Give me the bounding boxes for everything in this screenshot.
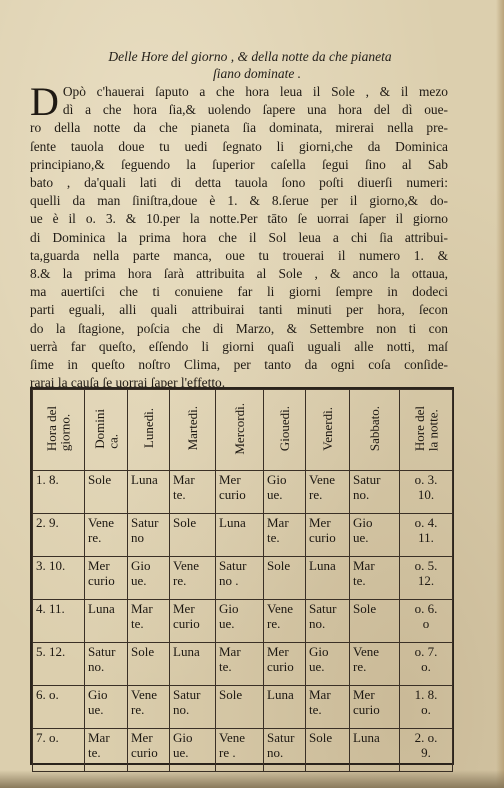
table-cell: Sole xyxy=(306,729,350,772)
table-cell: o. 6. o xyxy=(400,600,453,643)
table-cell: Sole xyxy=(128,643,170,686)
table-cell: Gio ue. xyxy=(264,471,306,514)
heading-line-2: ſiano dominate . xyxy=(212,66,302,81)
text-line: uerrà far queſto, eſſendo li giorni quaſi uguali alle notti, maſ xyxy=(30,338,448,354)
table-cell: Sole xyxy=(264,557,306,600)
table-cell: Luna xyxy=(264,686,306,729)
table-cell: 1. 8. o. xyxy=(400,686,453,729)
text-line: dì a che hora ſia,& uolendo ſapere una hora del dì oue- xyxy=(62,102,448,118)
drop-cap: D xyxy=(30,79,59,124)
table-cell: Gio ue. xyxy=(85,686,128,729)
table-cell: Gio ue. xyxy=(216,600,264,643)
header-cell: Hore del la notte. xyxy=(400,390,453,471)
text-line: ta,guarda nella parte manca, oue tu trouerai il numero 1. & xyxy=(30,247,448,263)
table-cell: Satur no xyxy=(128,514,170,557)
heading-line-1: Delle Hore del giorno , & della notte da che pianeta xyxy=(108,49,392,64)
header-cell: Domini ca. xyxy=(85,390,128,471)
table-cell: Mer curio xyxy=(264,643,306,686)
table-cell: Mer curio xyxy=(85,557,128,600)
text-line: ro della notte da che pianeta ſia dominata, mirerai nella pre- xyxy=(30,120,448,136)
table-cell: Sole xyxy=(170,514,216,557)
table-cell: Gio ue. xyxy=(350,514,400,557)
text-line: ue è il o. 3. & 10.per la notte.Per tāto ſe uorrai ſaper il giorno xyxy=(30,211,448,227)
text-line: do la ſtagione, poſcia che di Marzo, & Settembre non ti con xyxy=(30,320,448,336)
section-heading xyxy=(40,48,460,82)
table-cell: Gio ue. xyxy=(306,643,350,686)
table-cell: Satur no. xyxy=(85,643,128,686)
table-row xyxy=(33,557,453,600)
table-row xyxy=(33,643,453,686)
table-row xyxy=(33,514,453,557)
table-cell: Mar te. xyxy=(350,557,400,600)
table-row xyxy=(33,600,453,643)
table-cell: Luna xyxy=(216,514,264,557)
text-line: Opò c'hauerai ſaputo a che hora leua il Sole , & il mezo xyxy=(62,84,448,99)
table-cell: 4. 11. xyxy=(33,600,85,643)
table-cell: Satur no. xyxy=(350,471,400,514)
table-cell: Satur no. xyxy=(170,686,216,729)
table-cell: Vene re. xyxy=(85,514,128,557)
table-cell: Mar te. xyxy=(264,514,306,557)
table-cell: o. 5. 12. xyxy=(400,557,453,600)
header-cell: Martedì. xyxy=(170,390,216,471)
table-cell: Mar te. xyxy=(170,471,216,514)
page-bottom-shadow xyxy=(0,770,504,788)
table-cell: o. 4. 11. xyxy=(400,514,453,557)
table-cell: Mar te. xyxy=(85,729,128,772)
text-line: ſime in queſto noſtro Clima, per tanto da ogni coſa conſide- xyxy=(30,357,448,373)
text-line: ſente tauola doue tu uedi ſegnato li giorni,che da Dominica xyxy=(30,138,448,154)
header-cell: Hora del giorno. xyxy=(33,390,85,471)
header-cell: Giouedì. xyxy=(264,390,306,471)
table-cell: Mer curio xyxy=(128,729,170,772)
table-row xyxy=(33,471,453,514)
table-cell: Sole xyxy=(350,600,400,643)
table-cell: Mar te. xyxy=(306,686,350,729)
header-cell: Mercordì. xyxy=(216,390,264,471)
table-cell: o. 3. 10. xyxy=(400,471,453,514)
body-paragraph xyxy=(30,79,448,392)
text-line: principiano,& ſeguendo la ſuperior caſella ſegui ſino al Sab xyxy=(30,156,448,172)
table-row xyxy=(33,686,453,729)
table-cell: Mar te. xyxy=(128,600,170,643)
table-cell: 3. 10. xyxy=(33,557,85,600)
table-cell: Vene re. xyxy=(128,686,170,729)
header-cell: Sabbato. xyxy=(350,390,400,471)
table-cell: Sole xyxy=(216,686,264,729)
table-cell: 1. 8. xyxy=(33,471,85,514)
page-edge-shadow xyxy=(496,0,504,788)
table-cell: Vene re. xyxy=(170,557,216,600)
text-line: di Dominica la prima hora che il Sol leua a chi ſia attribui- xyxy=(30,229,448,245)
table-cell: Vene re . xyxy=(216,729,264,772)
header-cell: Lunedì. xyxy=(128,390,170,471)
table-cell: Mer curio xyxy=(216,471,264,514)
table-cell: Satur no. xyxy=(264,729,306,772)
table-cell: Satur no . xyxy=(216,557,264,600)
table-cell: Vene re. xyxy=(264,600,306,643)
hours-table xyxy=(32,389,453,772)
table-cell: Satur no. xyxy=(306,600,350,643)
table-cell: Vene re. xyxy=(350,643,400,686)
table-row xyxy=(33,729,453,772)
text-line: rarai la cauſa ſe uorrai ſaper l'effetto. xyxy=(30,375,226,391)
table-cell: Gio ue. xyxy=(128,557,170,600)
table-cell: Vene re. xyxy=(306,471,350,514)
table-cell: Mar te. xyxy=(216,643,264,686)
table-cell: Sole xyxy=(85,471,128,514)
table-cell: Luna xyxy=(306,557,350,600)
text-line: quelli da man ſiniſtra,doue è 1. & 8.ſerue per il giorno,& do- xyxy=(30,193,448,209)
table-cell: Luna xyxy=(128,471,170,514)
table-header-row xyxy=(33,390,453,471)
table-cell: Gio ue. xyxy=(170,729,216,772)
table-cell: 5. 12. xyxy=(33,643,85,686)
table-cell: o. 7. o. xyxy=(400,643,453,686)
table-cell: 7. o. xyxy=(33,729,85,772)
text-line: ma auertiſci che ti conuiene far li giorni ſempre in dodeci xyxy=(30,284,448,300)
text-line: bato , da'quali lati di detta tauola ſono poſti diuerſi numeri: xyxy=(30,175,448,191)
table-cell: Luna xyxy=(350,729,400,772)
table-cell: 2. 9. xyxy=(33,514,85,557)
table-cell: Mer curio xyxy=(170,600,216,643)
table-cell: 6. o. xyxy=(33,686,85,729)
table-cell: 2. o. 9. xyxy=(400,729,453,772)
table-cell: Mer curio xyxy=(306,514,350,557)
table-cell: Luna xyxy=(170,643,216,686)
text-line: parti eguali, alli quali attribuirai tanti minuti per hora, ſecon xyxy=(30,302,448,318)
table-cell: Luna xyxy=(85,600,128,643)
text-line: 8.& la prima hora ſarà attribuita al Sole , & anco la ottaua, xyxy=(30,266,448,282)
table-cell: Mer curio xyxy=(350,686,400,729)
table-body xyxy=(33,471,453,772)
planetary-hours-table xyxy=(30,387,454,765)
header-cell: Venerdì. xyxy=(306,390,350,471)
